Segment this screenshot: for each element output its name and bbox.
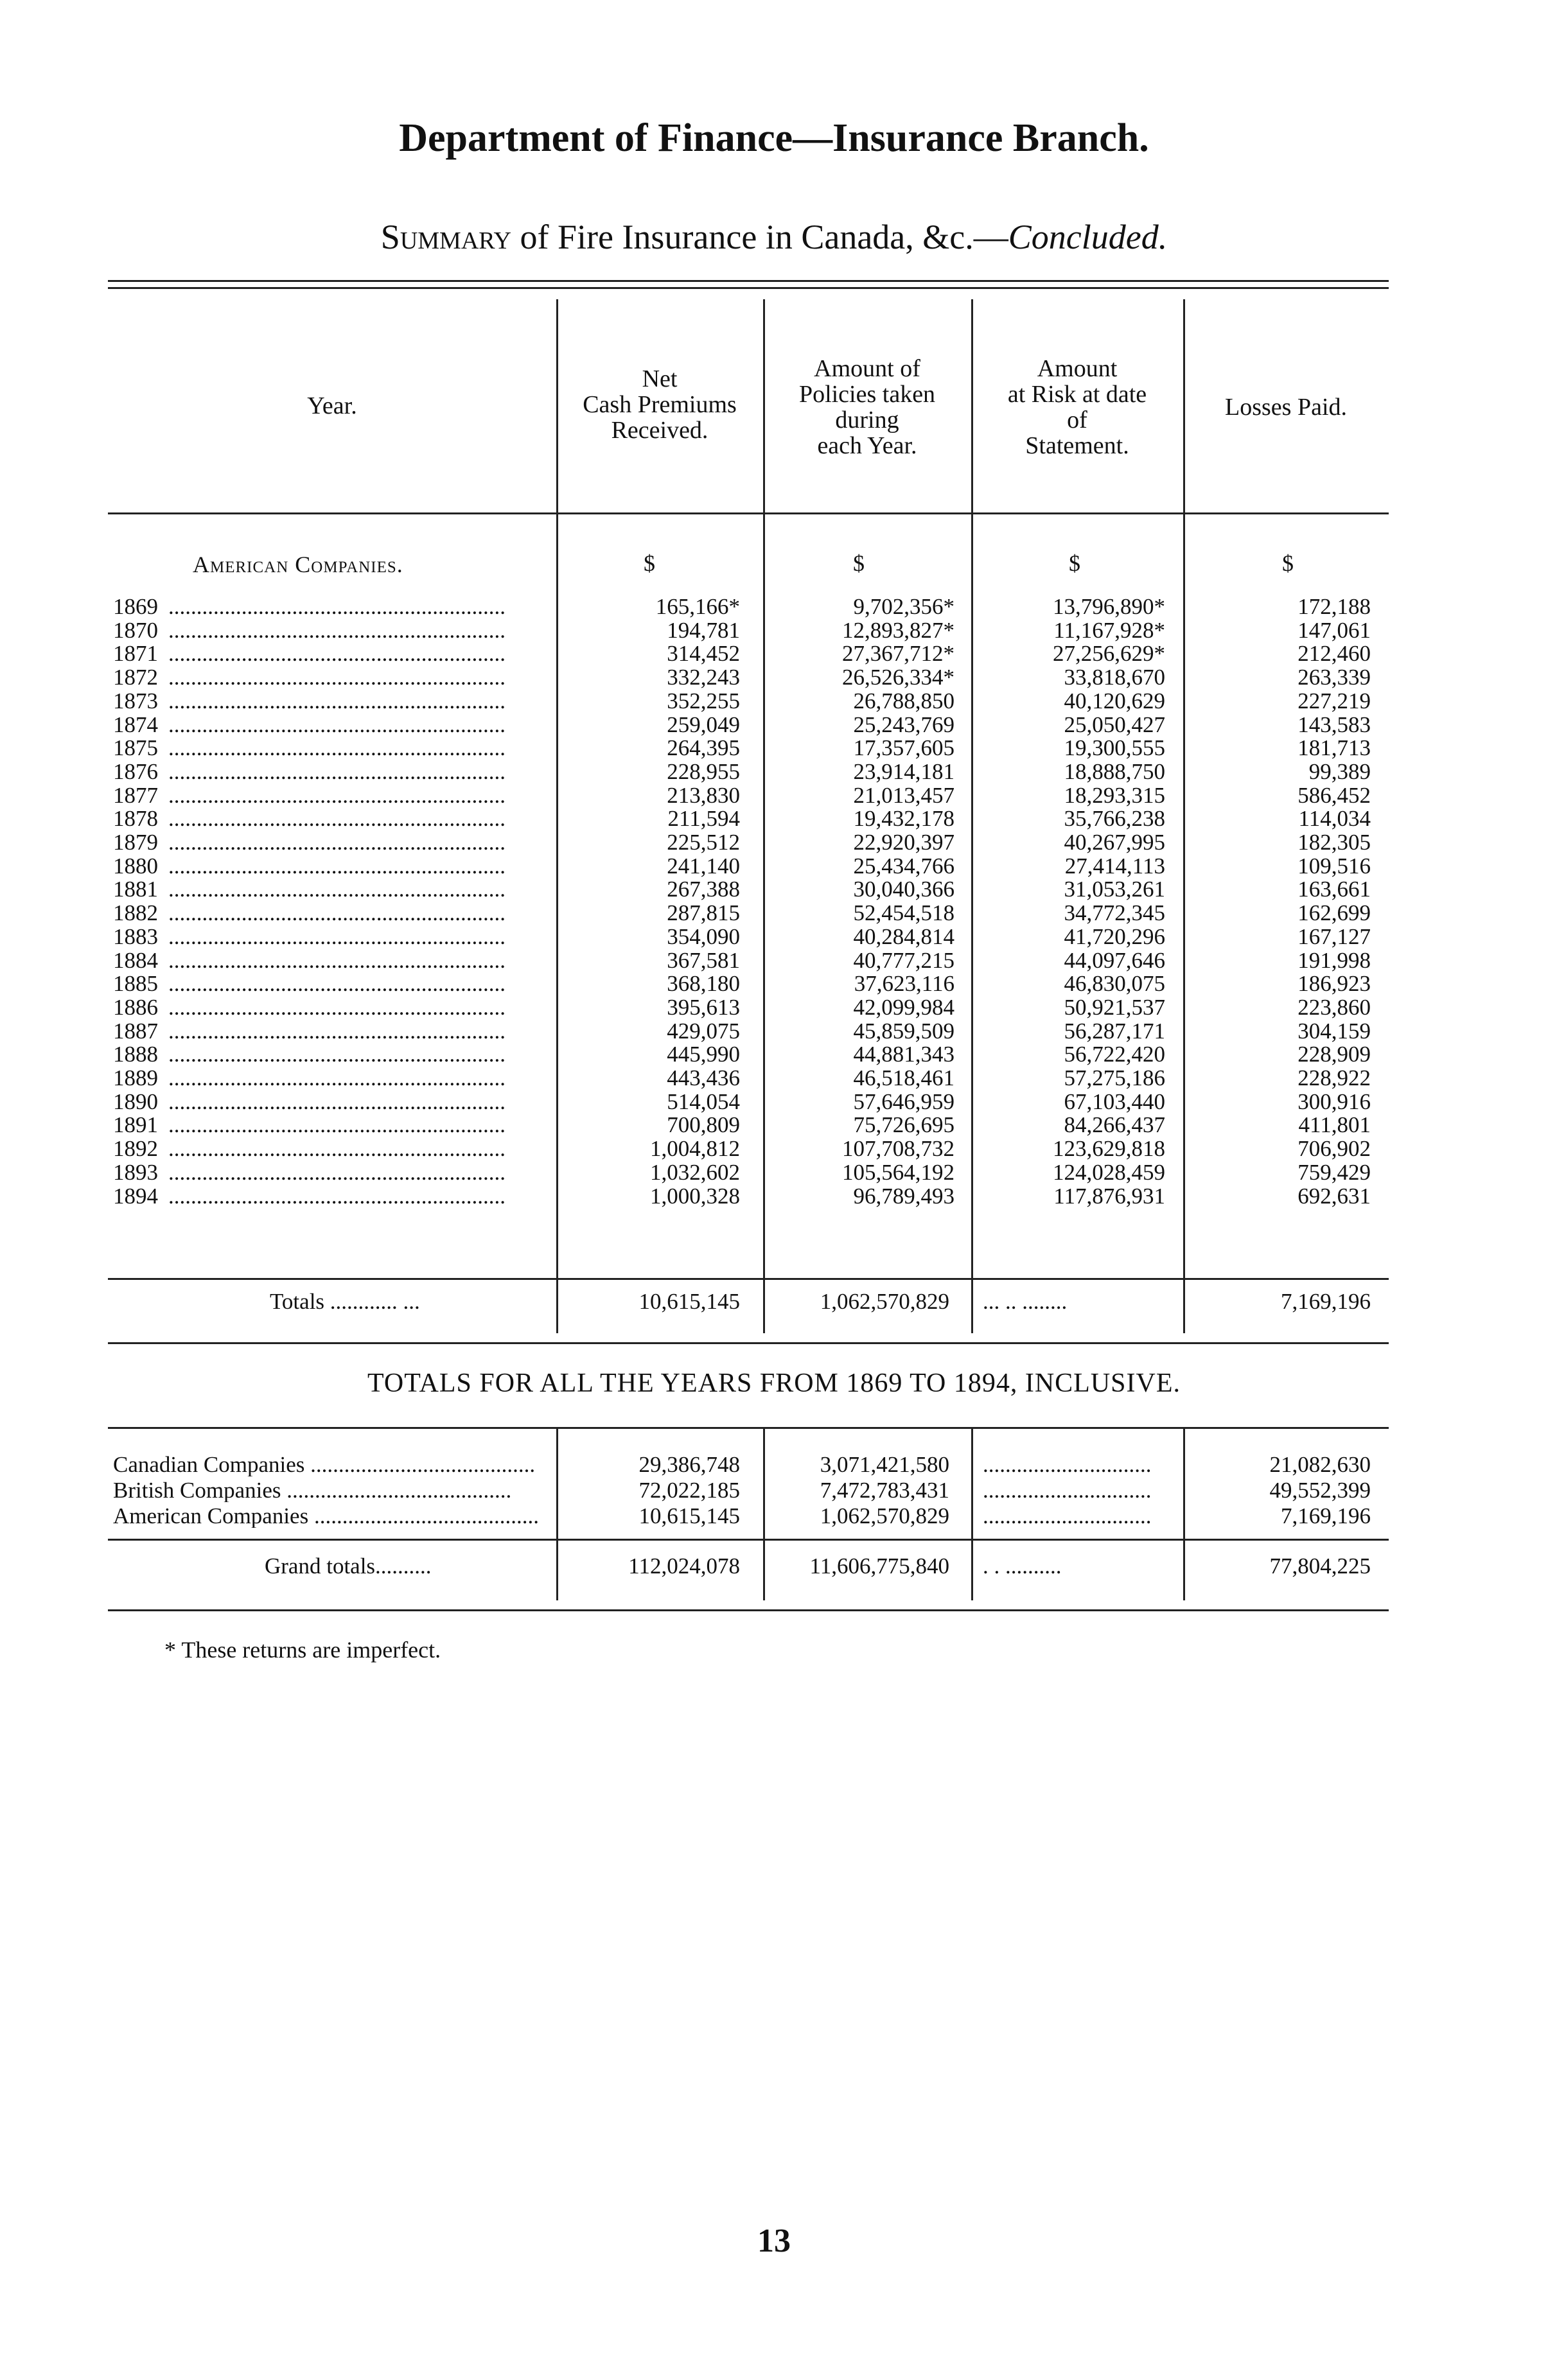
totals-label: Totals ............ ... xyxy=(270,1289,420,1314)
row-policies: 22,920,397 xyxy=(853,830,954,855)
row-year: 1881 xyxy=(113,877,158,902)
row-premiums: 368,180 xyxy=(667,971,740,996)
row-losses: 181,713 xyxy=(1297,735,1371,760)
row-policies: 44,881,343 xyxy=(853,1042,954,1067)
row-year: 1889 xyxy=(113,1065,158,1090)
header-premiums-line: Cash Premiums xyxy=(583,391,737,418)
row-risk: 27,256,629* xyxy=(1053,641,1165,666)
row-year: 1870 xyxy=(113,618,158,643)
header-risk-line: Statement. xyxy=(1025,432,1129,459)
row-losses: 182,305 xyxy=(1297,830,1371,855)
header-risk-line: at Risk at date xyxy=(1007,381,1147,408)
header-bottom-rule xyxy=(108,512,1389,514)
row-premiums: 352,255 xyxy=(667,688,740,713)
row-year: 1887 xyxy=(113,1019,158,1044)
row-premiums: 211,594 xyxy=(667,806,740,831)
row-premiums: 354,090 xyxy=(667,924,740,949)
subtitle-tail: Concluded. xyxy=(1008,218,1168,256)
row-risk: 84,266,437 xyxy=(1064,1112,1165,1137)
row-policies: 25,243,769 xyxy=(853,712,954,737)
row-risk: 27,414,113 xyxy=(1064,853,1165,879)
currency-policies: $ xyxy=(853,550,865,576)
row-policies: 46,518,461 xyxy=(853,1065,954,1090)
row-risk: 56,722,420 xyxy=(1064,1042,1165,1067)
summary-row-premiums: 10,615,145 xyxy=(638,1503,740,1528)
row-dot-leader: ............................................................ xyxy=(168,854,506,878)
row-risk: 18,888,750 xyxy=(1064,759,1165,784)
table-bottom-rule xyxy=(108,1342,1389,1344)
summary-row-risk-leader: .............................. xyxy=(983,1453,1152,1476)
row-policies: 75,726,695 xyxy=(853,1112,954,1137)
grand-totals-policies: 11,606,775,840 xyxy=(809,1553,949,1579)
row-policies: 26,526,334* xyxy=(842,665,954,690)
currency-losses: $ xyxy=(1282,550,1294,576)
row-year: 1878 xyxy=(113,806,158,831)
summary-row-label: American Companies ........................................ xyxy=(113,1504,539,1528)
table-top-double-rule xyxy=(108,280,1389,289)
row-dot-leader: ............................................................ xyxy=(168,995,506,1019)
row-risk: 67,103,440 xyxy=(1064,1089,1165,1114)
row-losses: 411,801 xyxy=(1298,1112,1371,1137)
row-risk: 123,629,818 xyxy=(1053,1136,1165,1161)
row-year: 1888 xyxy=(113,1042,158,1067)
summary-row-premiums: 72,022,185 xyxy=(638,1478,740,1503)
row-year: 1884 xyxy=(113,948,158,973)
row-losses: 99,389 xyxy=(1308,759,1371,784)
row-premiums: 395,613 xyxy=(667,995,740,1020)
footnote: * These returns are imperfect. xyxy=(164,1637,441,1663)
row-losses: 304,159 xyxy=(1297,1019,1371,1044)
row-policies: 27,367,712* xyxy=(842,641,954,666)
row-year: 1886 xyxy=(113,995,158,1020)
header-losses: Losses Paid. xyxy=(1225,394,1347,421)
row-premiums: 259,049 xyxy=(667,712,740,737)
row-premiums: 514,054 xyxy=(667,1089,740,1114)
row-premiums: 1,032,602 xyxy=(650,1160,740,1185)
header-policies-line: Policies taken xyxy=(798,381,936,408)
summary-row-losses: 7,169,196 xyxy=(1281,1503,1371,1528)
summary-row-losses: 21,082,630 xyxy=(1269,1452,1371,1477)
row-losses: 228,909 xyxy=(1297,1042,1371,1067)
summary-divider-3 xyxy=(971,1427,973,1600)
row-year: 1890 xyxy=(113,1089,158,1114)
row-losses: 692,631 xyxy=(1297,1184,1371,1209)
row-dot-leader: ............................................................ xyxy=(168,807,506,830)
row-dot-leader: ............................................................ xyxy=(168,949,506,972)
totals-risk-leader: ... .. ........ xyxy=(983,1289,1068,1314)
summary-bottom-rule xyxy=(108,1609,1389,1611)
row-risk: 33,818,670 xyxy=(1064,665,1165,690)
row-premiums: 228,955 xyxy=(667,759,740,784)
row-risk: 19,300,555 xyxy=(1064,735,1165,760)
row-risk: 34,772,345 xyxy=(1064,900,1165,925)
row-year: 1871 xyxy=(113,641,158,666)
row-dot-leader: ............................................................ xyxy=(168,1160,506,1184)
grand-totals-label: Grand totals.......... xyxy=(265,1553,432,1579)
row-year: 1875 xyxy=(113,735,158,760)
row-losses: 586,452 xyxy=(1297,783,1371,808)
currency-risk: $ xyxy=(1069,550,1080,576)
row-risk: 40,120,629 xyxy=(1064,688,1165,713)
row-policies: 9,702,356* xyxy=(853,594,954,619)
totals-label-text: Totals xyxy=(270,1289,325,1314)
row-risk: 124,028,459 xyxy=(1053,1160,1165,1185)
subtitle-lead: Summary xyxy=(380,218,511,256)
page-number: 13 xyxy=(757,2223,791,2259)
header-policies-line: during xyxy=(835,407,899,433)
row-losses: 227,219 xyxy=(1297,688,1371,713)
subtitle-middle: of Fire Insurance in Canada, &c.— xyxy=(511,218,1008,256)
summary-row-policies: 1,062,570,829 xyxy=(820,1503,949,1528)
totals-premiums: 10,615,145 xyxy=(638,1289,740,1314)
row-risk: 57,275,186 xyxy=(1064,1065,1165,1090)
row-losses: 186,923 xyxy=(1297,971,1371,996)
row-risk: 18,293,315 xyxy=(1064,783,1165,808)
row-premiums: 225,512 xyxy=(667,830,740,855)
row-dot-leader: ............................................................ xyxy=(168,736,506,760)
row-premiums: 1,000,328 xyxy=(650,1184,740,1209)
row-premiums: 287,815 xyxy=(667,900,740,925)
row-premiums: 264,395 xyxy=(667,735,740,760)
row-losses: 114,034 xyxy=(1298,806,1371,831)
row-dot-leader: ............................................................ xyxy=(168,877,506,901)
row-dot-leader: ............................................................ xyxy=(168,665,506,689)
header-policies xyxy=(763,356,971,459)
header-risk-line: of xyxy=(1067,407,1087,433)
row-dot-leader: ............................................................ xyxy=(168,1042,506,1066)
header-policies-line: Amount of xyxy=(814,355,920,382)
row-year: 1876 xyxy=(113,759,158,784)
grand-totals-label-text: Grand totals xyxy=(265,1553,376,1579)
row-policies: 25,434,766 xyxy=(853,853,954,879)
row-risk: 25,050,427 xyxy=(1064,712,1165,737)
row-year: 1872 xyxy=(113,665,158,690)
row-losses: 162,699 xyxy=(1297,900,1371,925)
totals-policies: 1,062,570,829 xyxy=(820,1289,949,1314)
summary-row-risk-leader: .............................. xyxy=(983,1504,1152,1528)
row-year: 1879 xyxy=(113,830,158,855)
row-dot-leader: ............................................................ xyxy=(168,595,506,618)
row-premiums: 367,581 xyxy=(667,948,740,973)
row-losses: 163,661 xyxy=(1297,877,1371,902)
row-premiums: 213,830 xyxy=(667,783,740,808)
row-policies: 23,914,181 xyxy=(853,759,954,784)
row-dot-leader: ............................................................ xyxy=(168,1137,506,1160)
row-year: 1869 xyxy=(113,594,158,619)
row-risk: 11,167,928* xyxy=(1053,618,1165,643)
row-policies: 52,454,518 xyxy=(853,900,954,925)
row-risk: 46,830,075 xyxy=(1064,971,1165,996)
header-premiums-line: Received. xyxy=(611,417,708,444)
totals-top-rule xyxy=(108,1278,1389,1280)
row-risk: 40,267,995 xyxy=(1064,830,1165,855)
row-policies: 96,789,493 xyxy=(853,1184,954,1209)
header-year: Year. xyxy=(307,392,357,419)
grand-totals-premiums: 112,024,078 xyxy=(628,1553,740,1579)
row-losses: 143,583 xyxy=(1297,712,1371,737)
row-year: 1893 xyxy=(113,1160,158,1185)
row-premiums: 429,075 xyxy=(667,1019,740,1044)
row-premiums: 267,388 xyxy=(667,877,740,902)
row-year: 1885 xyxy=(113,971,158,996)
row-premiums: 165,166* xyxy=(655,594,740,619)
row-premiums: 443,436 xyxy=(667,1065,740,1090)
row-dot-leader: ............................................................ xyxy=(168,1184,506,1208)
row-losses: 147,061 xyxy=(1297,618,1371,643)
row-year: 1873 xyxy=(113,688,158,713)
summary-row-losses: 49,552,399 xyxy=(1269,1478,1371,1503)
row-losses: 706,902 xyxy=(1297,1136,1371,1161)
row-year: 1894 xyxy=(113,1184,158,1209)
grand-totals-risk-leader: . . .......... xyxy=(983,1553,1062,1579)
row-dot-leader: ............................................................ xyxy=(168,760,506,783)
section-label-american: American Companies. xyxy=(193,552,403,577)
row-losses: 191,998 xyxy=(1297,948,1371,973)
row-policies: 30,040,366 xyxy=(853,877,954,902)
summary-row-label: British Companies ........................................ xyxy=(113,1478,512,1502)
row-policies: 40,284,814 xyxy=(853,924,954,949)
row-year: 1883 xyxy=(113,924,158,949)
row-policies: 42,099,984 xyxy=(853,995,954,1020)
row-policies: 37,623,116 xyxy=(854,971,954,996)
row-risk: 41,720,296 xyxy=(1064,924,1165,949)
grand-totals-losses: 77,804,225 xyxy=(1269,1553,1371,1579)
row-policies: 17,357,605 xyxy=(853,735,954,760)
summary-mid-rule xyxy=(108,1539,1389,1541)
header-premiums xyxy=(556,366,763,443)
row-premiums: 241,140 xyxy=(667,853,740,879)
row-dot-leader: ............................................................ xyxy=(168,1019,506,1043)
row-year: 1891 xyxy=(113,1112,158,1137)
row-dot-leader: ............................................................ xyxy=(168,689,506,713)
row-premiums: 194,781 xyxy=(667,618,740,643)
row-losses: 300,916 xyxy=(1297,1089,1371,1114)
summary-row-risk-leader: .............................. xyxy=(983,1478,1152,1502)
row-premiums: 314,452 xyxy=(667,641,740,666)
totals-losses: 7,169,196 xyxy=(1281,1289,1371,1314)
row-policies: 21,013,457 xyxy=(853,783,954,808)
row-policies: 107,708,732 xyxy=(842,1136,954,1161)
header-premiums-line: Net xyxy=(642,365,678,392)
row-risk: 31,053,261 xyxy=(1064,877,1165,902)
header-policies-line: each Year. xyxy=(817,432,917,459)
row-premiums: 445,990 xyxy=(667,1042,740,1067)
row-year: 1892 xyxy=(113,1136,158,1161)
summary-row-premiums: 29,386,748 xyxy=(638,1452,740,1477)
row-losses: 109,516 xyxy=(1297,853,1371,879)
row-policies: 12,893,827* xyxy=(842,618,954,643)
row-dot-leader: ............................................................ xyxy=(168,1066,506,1090)
row-premiums: 332,243 xyxy=(667,665,740,690)
summary-row-label: Canadian Companies ........................................ xyxy=(113,1453,536,1476)
row-dot-leader: ............................................................ xyxy=(168,1113,506,1137)
row-year: 1882 xyxy=(113,900,158,925)
row-losses: 172,188 xyxy=(1297,594,1371,619)
row-dot-leader: ............................................................ xyxy=(168,783,506,807)
row-losses: 167,127 xyxy=(1297,924,1371,949)
row-premiums: 1,004,812 xyxy=(650,1136,740,1161)
row-policies: 45,859,509 xyxy=(853,1019,954,1044)
row-policies: 105,564,192 xyxy=(842,1160,954,1185)
row-premiums: 700,809 xyxy=(667,1112,740,1137)
summary-row-policies: 7,472,783,431 xyxy=(820,1478,949,1503)
row-losses: 228,922 xyxy=(1297,1065,1371,1090)
row-risk: 13,796,890* xyxy=(1053,594,1165,619)
currency-premiums: $ xyxy=(644,550,655,576)
row-risk: 117,876,931 xyxy=(1053,1184,1165,1209)
page-subtitle xyxy=(0,217,1548,257)
row-policies: 19,432,178 xyxy=(853,806,954,831)
row-dot-leader: ............................................................ xyxy=(168,830,506,854)
summary-row-policies: 3,071,421,580 xyxy=(820,1452,949,1477)
all-years-heading: TOTALS FOR ALL THE YEARS FROM 1869 TO 1894, INCLUSIVE. xyxy=(367,1369,1181,1398)
row-risk: 56,287,171 xyxy=(1064,1019,1165,1044)
row-year: 1874 xyxy=(113,712,158,737)
page-title: Department of Finance—Insurance Branch. xyxy=(399,116,1149,160)
row-risk: 35,766,238 xyxy=(1064,806,1165,831)
row-losses: 223,860 xyxy=(1297,995,1371,1020)
summary-top-rule xyxy=(108,1427,1389,1429)
row-year: 1880 xyxy=(113,853,158,879)
header-risk xyxy=(971,356,1183,459)
row-policies: 40,777,215 xyxy=(853,948,954,973)
row-dot-leader: ............................................................ xyxy=(168,925,506,949)
row-year: 1877 xyxy=(113,783,158,808)
row-risk: 50,921,537 xyxy=(1064,995,1165,1020)
row-policies: 26,788,850 xyxy=(853,688,954,713)
row-losses: 263,339 xyxy=(1297,665,1371,690)
row-dot-leader: ............................................................ xyxy=(168,642,506,665)
row-policies: 57,646,959 xyxy=(853,1089,954,1114)
header-risk-line: Amount xyxy=(1037,355,1118,382)
row-dot-leader: ............................................................ xyxy=(168,618,506,642)
row-dot-leader: ............................................................ xyxy=(168,1090,506,1114)
row-risk: 44,097,646 xyxy=(1064,948,1165,973)
row-dot-leader: ............................................................ xyxy=(168,713,506,737)
row-losses: 212,460 xyxy=(1297,641,1371,666)
row-dot-leader: ............................................................ xyxy=(168,901,506,925)
row-dot-leader: ............................................................ xyxy=(168,972,506,995)
row-losses: 759,429 xyxy=(1297,1160,1371,1185)
